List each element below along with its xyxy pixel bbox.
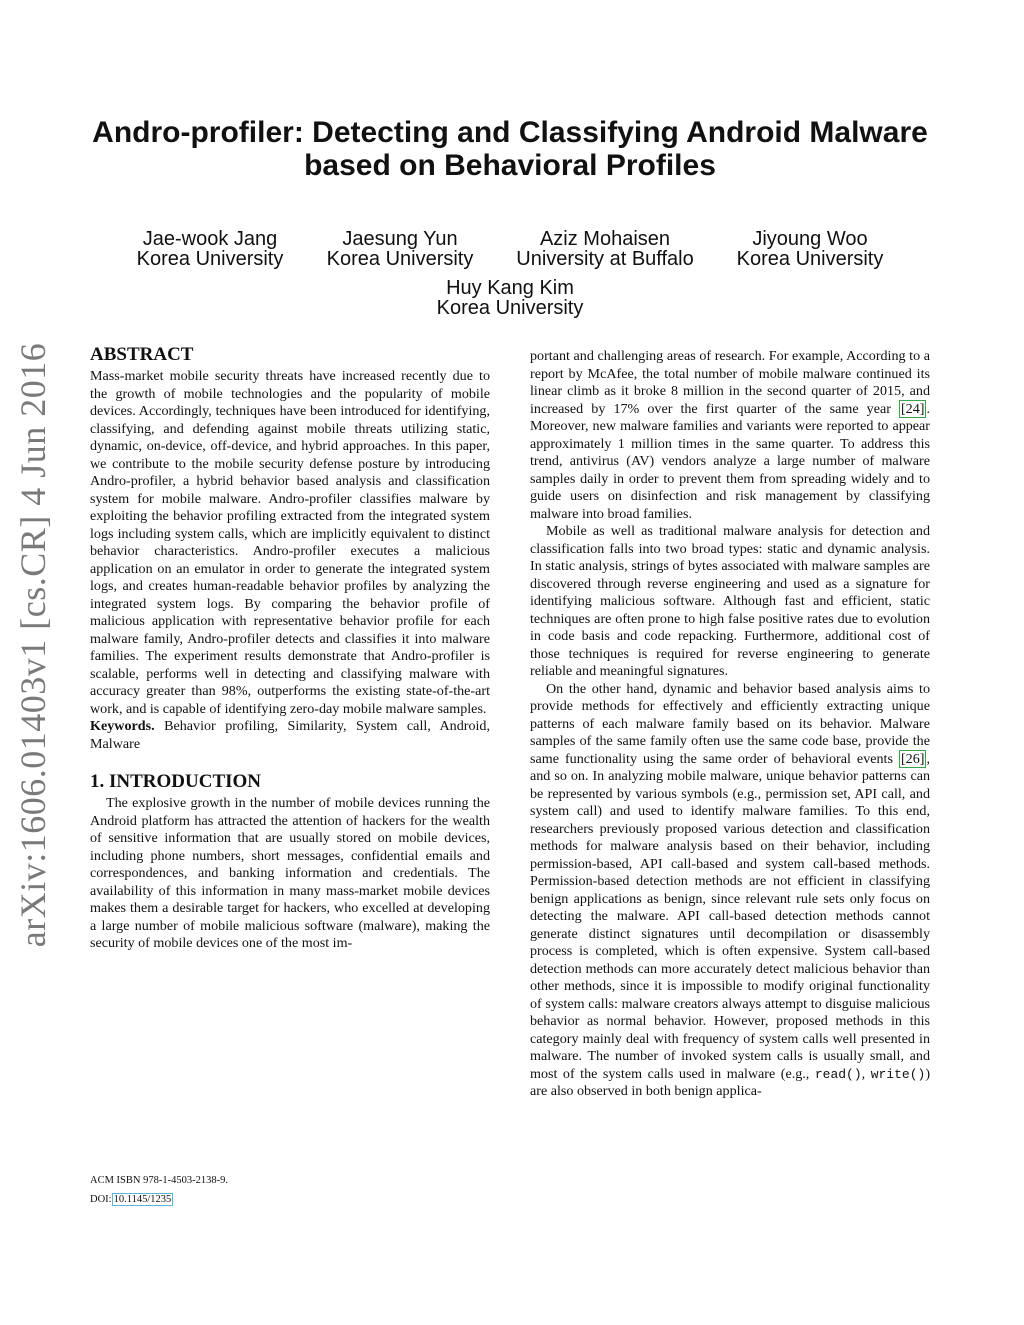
paragraph-dynamic-analysis [530,681,930,1101]
code-write: write() [870,1066,926,1082]
author-block [120,229,300,269]
author-block [500,229,710,269]
doi-label: DOI: [90,1194,112,1205]
text-span: . Moreover, new malware families and variants were reported to appear approximately 1 million times in the same quarter. To address this trend, antivirus (AV) vendors analyze a large number of malware samples daily in order to prevent them from spreading widely and to guide users on disinfection and risk management by classifying malware into broad families. [530,400,930,522]
footnote-doi [90,1191,173,1209]
author-affiliation: Korea University [136,248,284,270]
text-span: ) are also observed in both benign applica- [530,1065,931,1099]
author-affiliation: Korea University [436,297,584,319]
right-column [530,348,930,1101]
intro-heading: 1. INTRODUCTION [90,771,262,792]
author-name: Aziz Mohaisen [539,228,671,250]
author-affiliation: Korea University [736,248,884,270]
author-block [410,278,610,318]
citation-link[interactable]: [26] [900,750,925,767]
author-affiliation: Korea University [326,248,474,270]
keywords-label: Keywords. [90,718,155,734]
paper-title [70,116,950,182]
keywords-text: Behavior profiling, Similarity, System call, Android, Malware [90,718,490,752]
paragraph-mcafee [530,348,930,523]
footnote-isbn: ACM ISBN 978-1-4503-2138-9. [90,1175,228,1186]
text-span: , and so on. In analyzing mobile malware, unique behavior patterns can be represented by various symbols (e.g., permission set, API call, and system call) and used to identify malware families. To this end, researchers previously proposed various detection and classification methods for malware analysis based on their behavior, including permission-based, API call-based and system call-based methods. Permission-based detection methods are not efficient in classifying benign applications as benign, since relevant rule sets only focus on detecting the malware. API call-based detection methods cannot generate distinct signatures until decompilation or disassembly process is completed, which is often expensive. System call-based detection methods can more accurately detect malicious behavior than other methods, since it is impossible to modify original functionality of system calls: malware creators always attempt to disguise malicious behavior as normal behavior. However, proposed methods in this category mainly deal with frequency of system calls well presented in malware. The number of invoked system calls is usually small, and most of the system calls used in malware (e.g., [530,750,930,1082]
author-name: Jaesung Yun [342,228,458,250]
text-span: portant and challenging areas of research. For example, According to a report by McAfee, the total number of mobile malware continued its linear climb as it broke 8 million in the second quarter of 2015, and increased by 17% over the first quarter of the same year [530,348,930,417]
arxiv-identifier-stamp [8,342,58,948]
text-span: On the other hand, dynamic and behavior based analysis aims to provide methods for effectively and efficiently extracting unique patterns of each malware family based on its behavior. Malware samples of the same family often use the same code base, provide the same functionality using the same order of behavioral events [530,680,930,767]
paragraph-static-analysis: Mobile as well as traditional malware analysis for detection and classification falls into two broad types: static and dynamic analysis. In static analysis, strings of bytes associated with malware samples are discovered through reverse engineering and used as a signature for identifying malicious software. Although fast and efficient, static techniques are often prone to high false positive rates due to evolution in code basis and code repacking. Furthermore, additional cost of those techniques is required for reverse engineering to generate reliable and meaningful signatures. [530,523,930,679]
author-block [720,229,900,269]
author-name: Jae-wook Jang [142,228,278,250]
intro-paragraph: The explosive growth in the number of mobile devices running the Android platform has attracted the attention of hackers for the wealth of sensitive information that are usually stored on mobile devices, including phone numbers, short messages, confidential emails and correspondences, and banking information and credentials. The availability of this information in many mass-market mobile devices makes them a desirable target for hackers, who excelled at developing a large number of mobile malicious software (malware), making the security of mobile devices one of the most im- [90,795,490,951]
left-column [90,344,490,953]
title-line-1: Andro-profiler: Detecting and Classifying Android Malware [92,116,928,149]
text-span: , [861,1065,871,1082]
doi-link[interactable]: 10.1145/1235 [113,1194,172,1205]
abstract-text: Mass-market mobile security threats have increased recently due to the growth of mobile technologies and the popularity of mobile devices. Accordingly, techniques have been introduced for identifying, classifying, and defending against mobile threats utilizing static, dynamic, on-device, off-device, and hybrid approaches. In this paper, we contribute to the mobile security defense posture by introducing Andro-profiler, a hybrid behavior based analysis and classification system for mobile malware. Andro-profiler classifies malware by exploiting the behavior profiling extracted from the integrated system logs including system calls, which are implicitly equivalent to distinct behavior characteristics. Andro-profiler executes a malicious application on an emulator in order to generate the integrated system logs, and creates human-readable behavior profiles by analyzing the integrated system logs. By comparing the behavior profile of malicious application with representative behavior profile for each malware family, Andro-profiler detects and classifies it into malware families. The experiment results demonstrate that Andro-profiler is scalable, performs well in detecting and classifying malware with accuracy greater than 98%, outperforms the existing state-of-the-art work, and is capable of identifying zero-day mobile malware samples. [90,368,490,717]
abstract-heading: ABSTRACT [90,344,194,365]
citation-link[interactable]: [24] [900,400,925,417]
author-block [310,229,490,269]
author-name: Huy Kang Kim [446,277,574,299]
arxiv-stamp-text: arXiv:1606.01403v1 [cs.CR] 4 Jun 2016 [13,342,53,948]
title-line-2: based on Behavioral Profiles [304,149,716,182]
keywords-line [90,718,490,753]
code-read: read() [814,1066,862,1082]
author-affiliation: University at Buffalo [516,248,694,270]
author-name: Jiyoung Woo [752,228,868,250]
